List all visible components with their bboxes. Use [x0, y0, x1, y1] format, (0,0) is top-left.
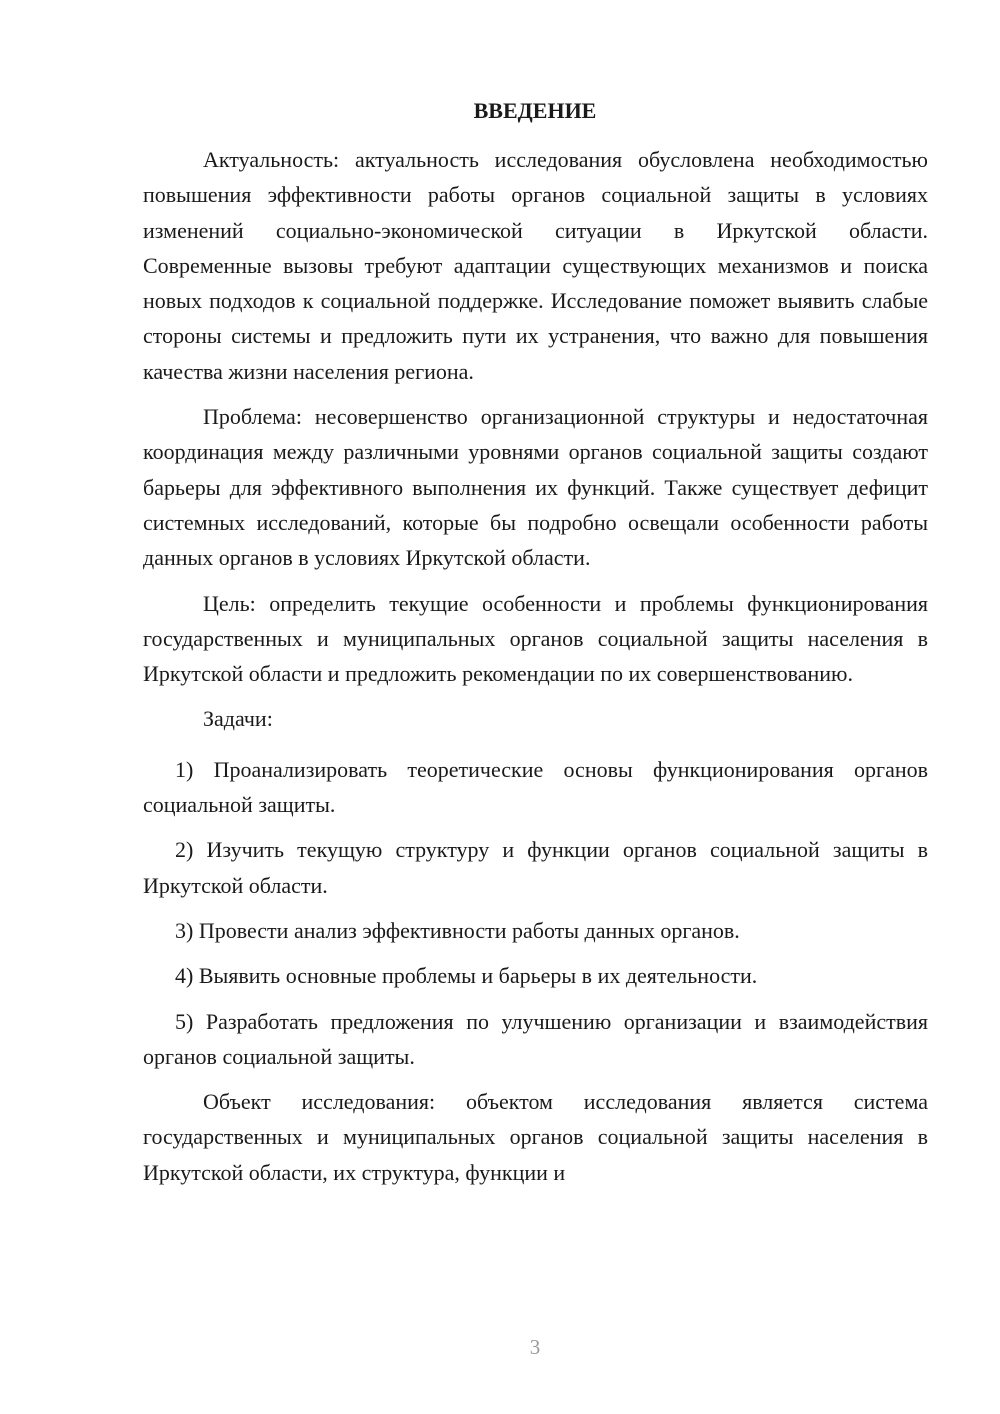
task-item: 1) Проанализировать теоретические основы функционирования органов социальной защиты.: [143, 756, 928, 818]
problem-paragraph: Проблема: несовершенство организационной структуры и недостаточная координация между различными уровнями органов социальной защиты создают барьеры для эффективного выполнения их функций. Также существует дефицит системных исследований, которые бы подробно освещали особенности работы данных органов в условиях Иркутской области.: [143, 404, 928, 571]
page-number: 3: [529, 1335, 541, 1359]
body-text: [143, 142, 928, 1190]
object-paragraph: Объект исследования: объектом исследования является система государственных и муниципальных органов социальной защиты населения в Иркутской области, их структура, функции и: [143, 1089, 928, 1185]
task-item: 2) Изучить текущую структуру и функции органов социальной защиты в Иркутской области.: [143, 837, 928, 898]
tasks-label: Задачи:: [203, 706, 273, 732]
goal-paragraph: Цель: определить текущие особенности и проблемы функционирования государственных и муниципальных органов социальной защиты населения в Иркутской области и предложить рекомендации по их совершенствованию.: [143, 590, 928, 687]
task-item: 5) Разработать предложения по улучшению организации и взаимодействия органов социальной защиты.: [143, 1008, 928, 1069]
task-item: 3) Провести анализ эффективности работы данных органов.: [175, 917, 740, 943]
section-heading: ВВЕДЕНИЕ: [473, 98, 597, 123]
task-item: 4) Выявить основные проблемы и барьеры в их деятельности.: [175, 963, 758, 989]
relevance-paragraph: Актуальность: актуальность исследования обусловлена необходимостью повышения эффективности работы органов социальной защиты в условиях изменений социально-экономической ситуации в Иркутской области. Современные вызовы требуют адаптации существующих механизмов и поиска новых подходов к социальной поддержке. Исследование поможет выявить слабые стороны системы и предложить пути их устранения, что важно для повышения качества жизни населения региона.: [143, 147, 928, 384]
